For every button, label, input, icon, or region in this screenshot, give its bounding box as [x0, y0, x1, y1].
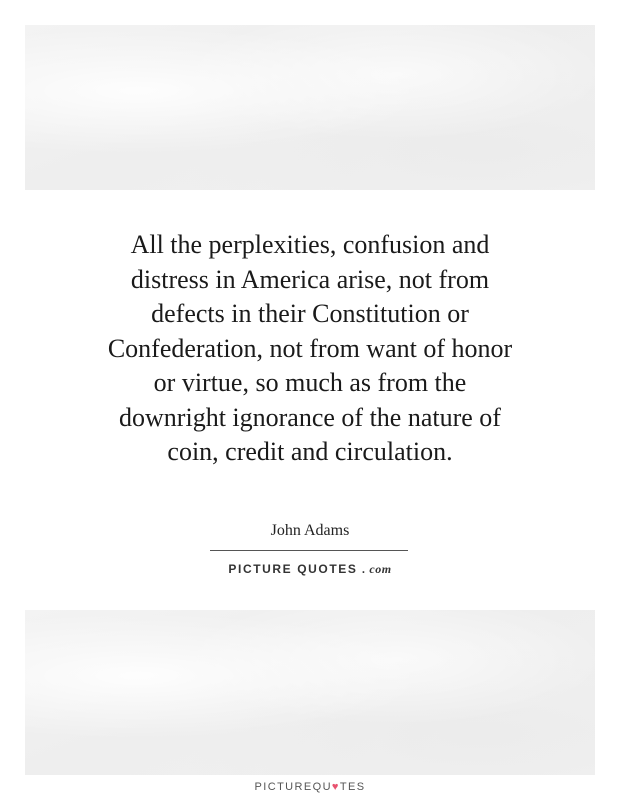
quote-line: defects in their Constitution or — [151, 299, 469, 328]
footer-logo-prefix: PICTUREQU — [254, 781, 332, 793]
brand-suffix: . com — [362, 562, 392, 576]
heart-icon: ♥ — [331, 781, 340, 793]
brand-main: PICTURE QUOTES — [228, 562, 358, 576]
author-divider — [210, 550, 408, 551]
quote-text — [40, 228, 580, 470]
background-image-top — [25, 25, 595, 190]
background-image-bottom — [25, 610, 595, 775]
footer-logo — [200, 781, 420, 793]
quote-line: distress in America arise, not from — [130, 264, 490, 294]
quote-line: or virtue, so much as from the — [153, 368, 467, 397]
quote-line: All the perplexities, confusion and — [130, 230, 490, 259]
quote-line: coin, credit and circulation. — [167, 437, 453, 466]
quote-line: Confederation, not from want of honor — [107, 333, 513, 363]
quote-author: John Adams — [270, 522, 350, 539]
quote-line: downright ignorance of the nature of — [119, 402, 501, 432]
footer-logo-suffix: TES — [339, 781, 366, 793]
brand-watermark — [200, 562, 420, 577]
